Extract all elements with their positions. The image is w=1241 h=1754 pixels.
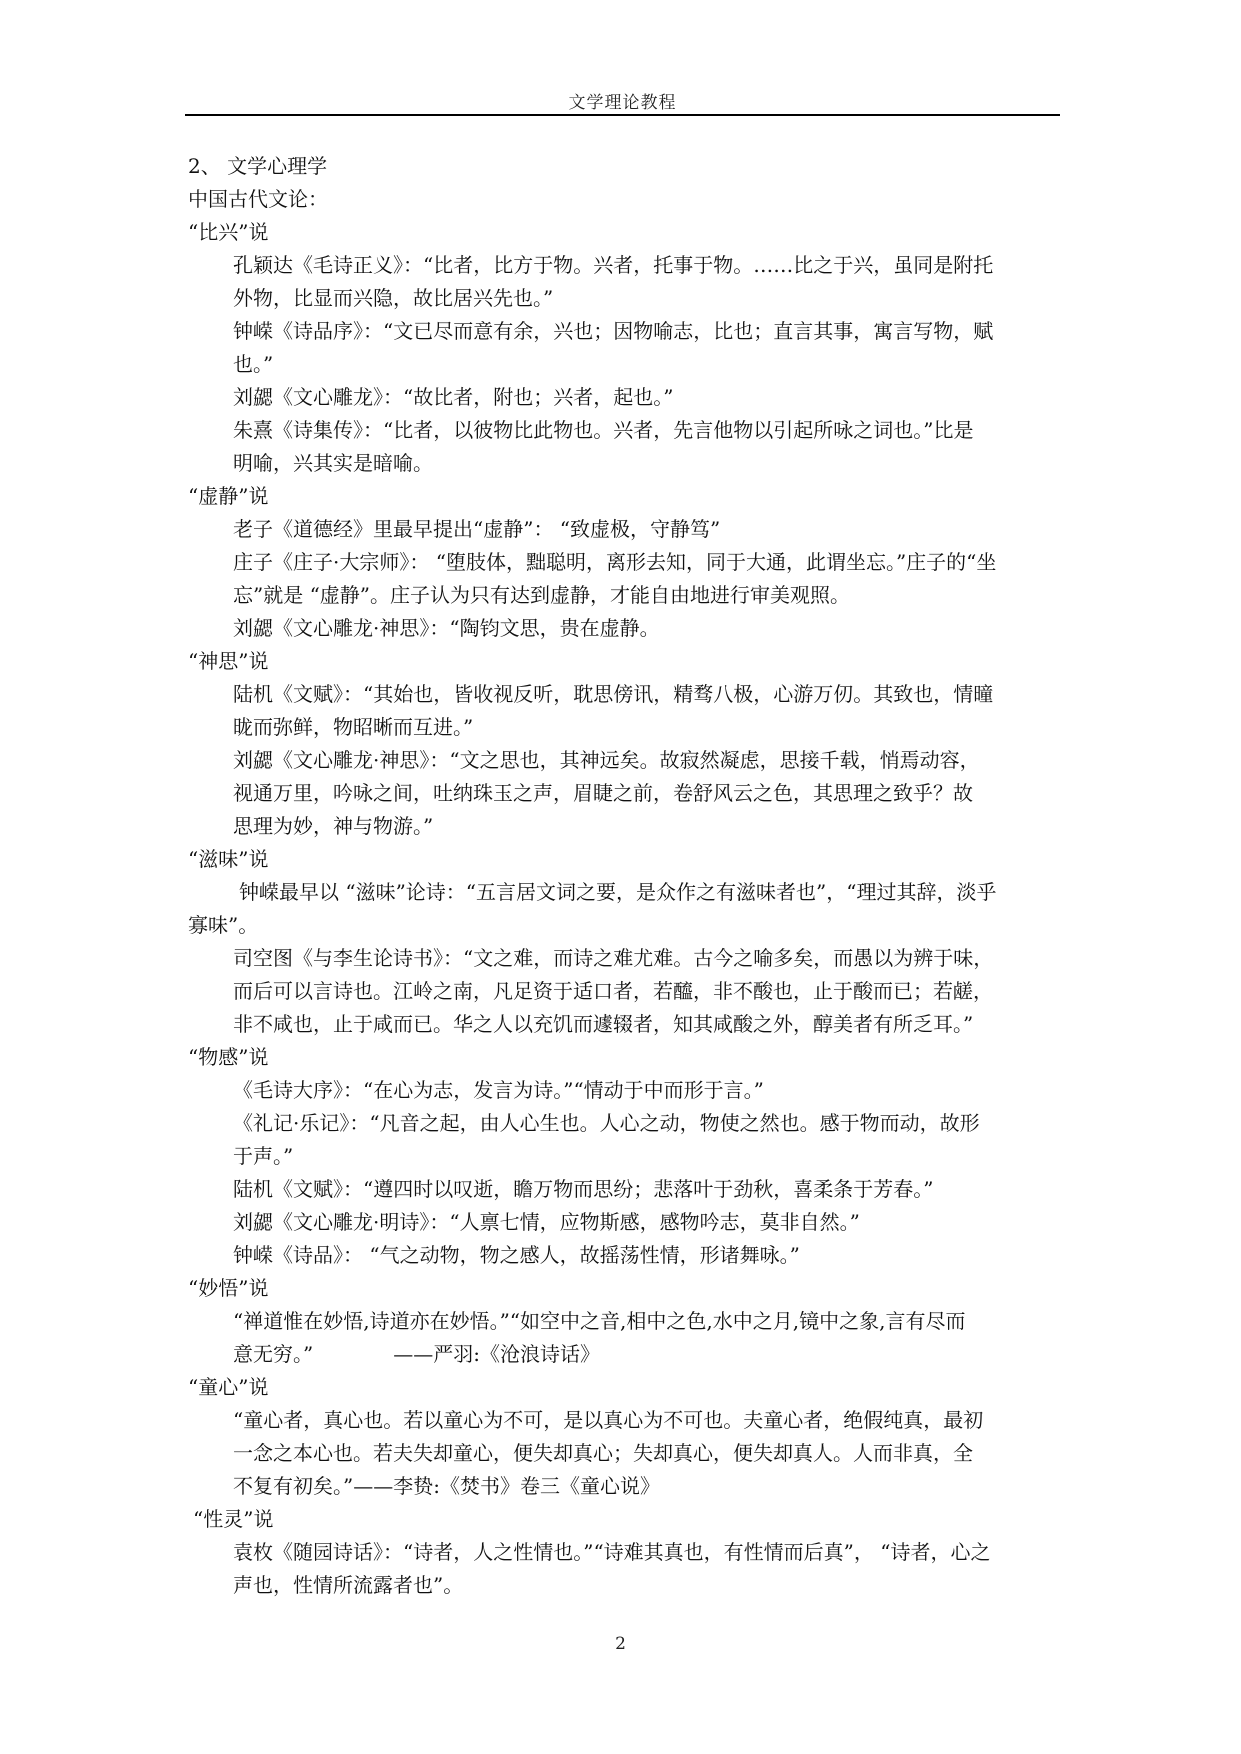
section-line: “性灵”说 [193,1507,274,1531]
body-line: 一念之本心也。若夫失却童心，便失却真心；失却真心，便失却真人。人而非真，全 [233,1441,973,1465]
section-line: “物感”说 [188,1045,269,1069]
body-line: 不复有初矣。”——李贽:《焚书》卷三《童心说》 [233,1474,660,1498]
body-line: 思理为妙，神与物游。” [233,814,434,838]
section-line: “妙悟”说 [188,1276,269,1300]
body-line: 也。” [233,352,274,376]
header-rule [185,114,1060,116]
body-line: 孔颖达《毛诗正义》：“比者，比方于物。兴者，托事于物。……比之于兴，虽同是附托 [233,253,994,277]
body-line: 司空图《与李生论诗书》：“文之难，而诗之难尤难。古今之喻多矣，而愚以为辨于味， [233,946,994,970]
body-line: 声也，性情所流露者也”。 [233,1573,464,1597]
body-line: “童心者，真心也。若以童心为不可，是以真心为不可也。夫童心者，绝假纯真，最初 [233,1408,984,1432]
body-line: 于声。” [233,1144,294,1168]
body-line: 老子《道德经》里最早提出“虚静”： “致虚极，守静笃” [233,517,721,541]
body-line: 刘勰《文心雕龙·明诗》：“人禀七情，应物斯感，感物吟志，莫非自然。” [233,1210,860,1234]
section-line: 寡味”。 [188,913,259,937]
body-line: 钟嵘《诗品》： “气之动物，物之感人，故摇荡性情，形诸舞咏。” [233,1243,800,1267]
body-line: 《毛诗大序》：“在心为志，发言为诗。”“情动于中而形于言。” [233,1078,764,1102]
body-line: 朱熹《诗集传》：“比者，以彼物比此物也。兴者，先言他物以引起所咏之词也。”比是 [233,418,974,442]
body-line: 陆机《文赋》：“遵四时以叹逝，瞻万物而思纷；悲落叶于劲秋，喜柔条于芳春。” [233,1177,934,1201]
body-line: “禅道惟在妙悟,诗道亦在妙悟。”“如空中之音,相中之色,水中之月,镜中之象,言有尽而 [233,1309,966,1333]
body-line: 而后可以言诗也。江岭之南，凡足资于适口者，若醯，非不酸也，止于酸而已；若鹾， [233,979,993,1003]
page-number: 2 [615,1634,626,1654]
section-line: “比兴”说 [188,220,269,244]
body-line: 庄子《庄子·大宗师》： “堕肢体，黜聪明，离形去知，同于大通，此谓坐忘。”庄子的“坐 [233,550,997,574]
section-line: “童心”说 [188,1375,269,1399]
section-line: “虚静”说 [188,484,269,508]
body-line: 刘勰《文心雕龙》：“故比者，附也；兴者，起也。” [233,385,674,409]
section-line: “神思”说 [188,649,269,673]
body-line: 钟嵘《诗品序》：“文已尽而意有余，兴也；因物喻志，比也；直言其事，寓言写物，赋 [233,319,994,343]
section-line: “滋味”说 [188,847,269,871]
body-line: 钟嵘最早以 “滋味”论诗：“五言居文词之要，是众作之有滋味者也”，“理过其辞，淡乎 [239,880,997,904]
body-line: 袁枚《随园诗话》：“诗者，人之性情也。”“诗难其真也，有性情而后真”， “诗者，心之 [233,1540,991,1564]
body-line: 陆机《文赋》：“其始也，皆收视反听，耽思傍讯，精骛八极，心游万仞。其致也，情曈 [233,682,994,706]
section-line: 2、 文学心理学 [188,154,328,178]
body-line: 非不咸也，止于咸而已。华之人以充饥而遽辍者，知其咸酸之外，醇美者有所乏耳。” [233,1012,974,1036]
body-line: 视通万里，吟咏之间，吐纳珠玉之声，眉睫之前，卷舒风云之色，其思理之致乎？故 [233,781,973,805]
section-line: 中国古代文论： [188,187,328,211]
running-header: 文学理论教程 [568,93,677,113]
body-line: 外物，比显而兴隐，故比居兴先也。” [233,286,554,310]
body-line: 忘”就是 “虚静”。庄子认为只有达到虚静，才能自由地进行审美观照。 [233,583,851,607]
body-line: 明喻，兴其实是暗喻。 [233,451,433,475]
body-line: 《礼记·乐记》：“凡音之起，由人心生也。人心之动，物使之然也。感于物而动，故形 [233,1111,980,1135]
body-line: 刘勰《文心雕龙·神思》：“文之思也，其神远矣。故寂然凝虑，思接千载，悄焉动容， [233,748,980,772]
body-line: 刘勰《文心雕龙·神思》：“陶钧文思，贵在虚静。 [233,616,660,640]
document-body [188,150,1063,1602]
body-line: 昽而弥鲜，物昭晰而互进。” [233,715,474,739]
body-line: 意无穷。” ——严羽:《沧浪诗话》 [233,1342,600,1366]
